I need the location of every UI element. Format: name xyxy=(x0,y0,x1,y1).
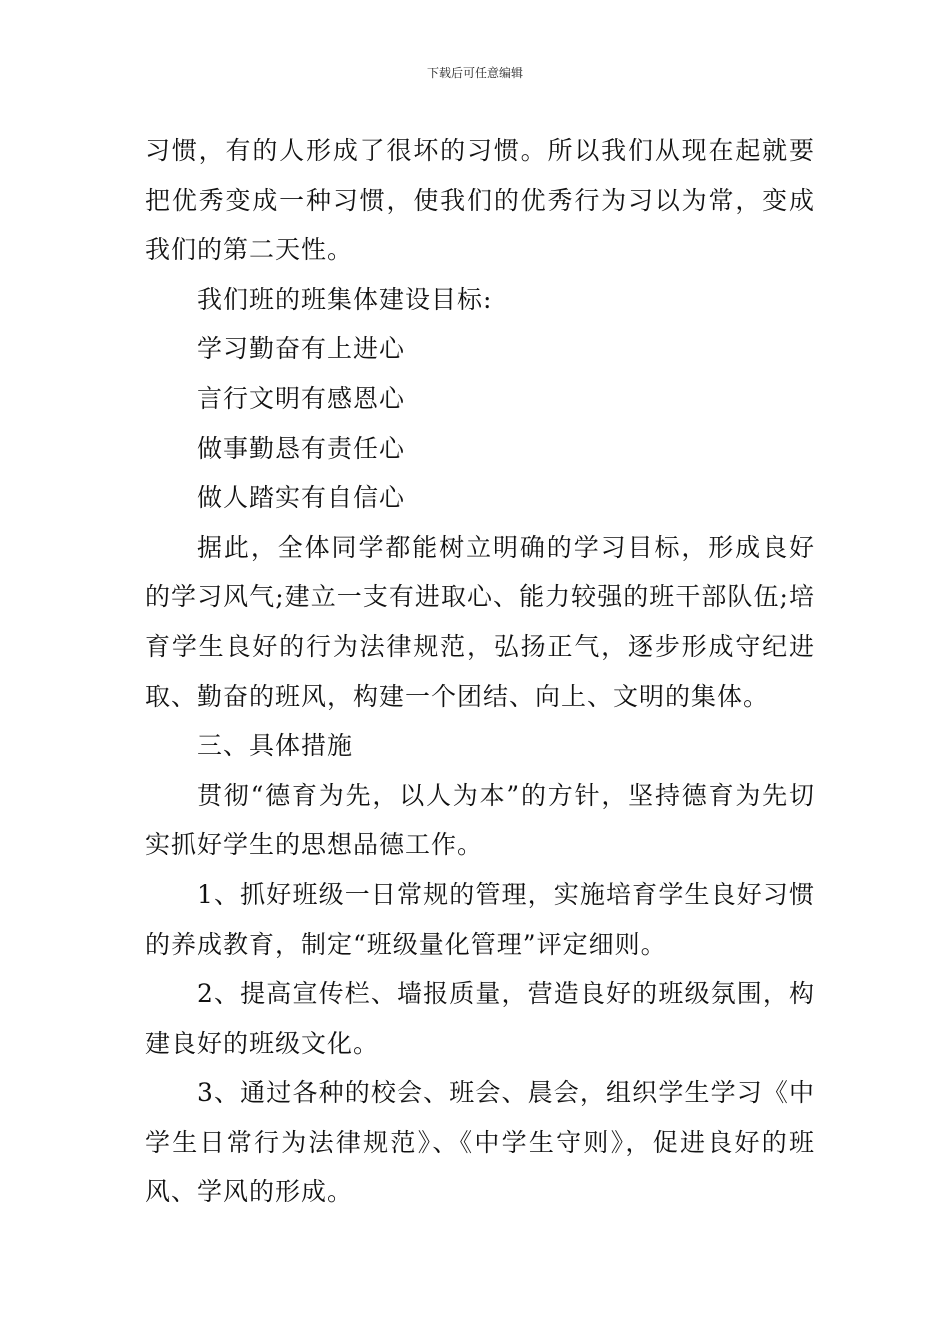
paragraph-moral-education: 贯彻“德育为先，以人为本”的方针，坚持德育为先切实抓好学生的思想品德工作。 xyxy=(145,780,815,860)
paragraph-continued-habits: 习惯，有的人形成了很坏的习惯。所以我们从现在起就要把优秀变成一种习惯，使我们的优秀行为习以为常，变成我们的第二天性。 xyxy=(145,136,815,265)
goal-item-confidence: 做人踏实有自信心 xyxy=(197,483,406,513)
document-body xyxy=(145,126,815,1217)
measure-item-2: 2、提高宣传栏、墙报质量，营造良好的班级氛围，构建良好的班级文化。 xyxy=(145,979,815,1058)
goal-item-study: 学习勤奋有上进心 xyxy=(197,334,406,364)
paragraph-accordingly: 据此，全体同学都能树立明确的学习目标，形成良好的学习风气;建立一支有进取心、能力较强的班干部队伍;培育学生良好的行为法律规范，弘扬正气，逐步形成守纪进取、勤奋的班风，构建一个团结、向上、文明的集体。 xyxy=(145,532,815,711)
measure-item-1: 1、抓好班级一日常规的管理，实施培育学生良好习惯的养成教育，制定“班级量化管理”评定细则。 xyxy=(145,879,815,959)
goal-item-diligence: 做事勤恳有责任心 xyxy=(197,433,406,463)
measure-item-3: 3、通过各种的校会、班会、晨会，组织学生学习《中学生日常行为法律规范》、《中学生守则》，促进良好的班风、学风的形成。 xyxy=(145,1078,815,1207)
section-heading-measures: 三、具体措施 xyxy=(197,731,354,761)
goal-item-manners: 言行文明有感恩心 xyxy=(197,383,406,413)
paragraph-class-goal-heading: 我们班的班集体建设目标: xyxy=(197,284,493,314)
page-header-note: 下载后可任意编辑 xyxy=(426,66,523,80)
